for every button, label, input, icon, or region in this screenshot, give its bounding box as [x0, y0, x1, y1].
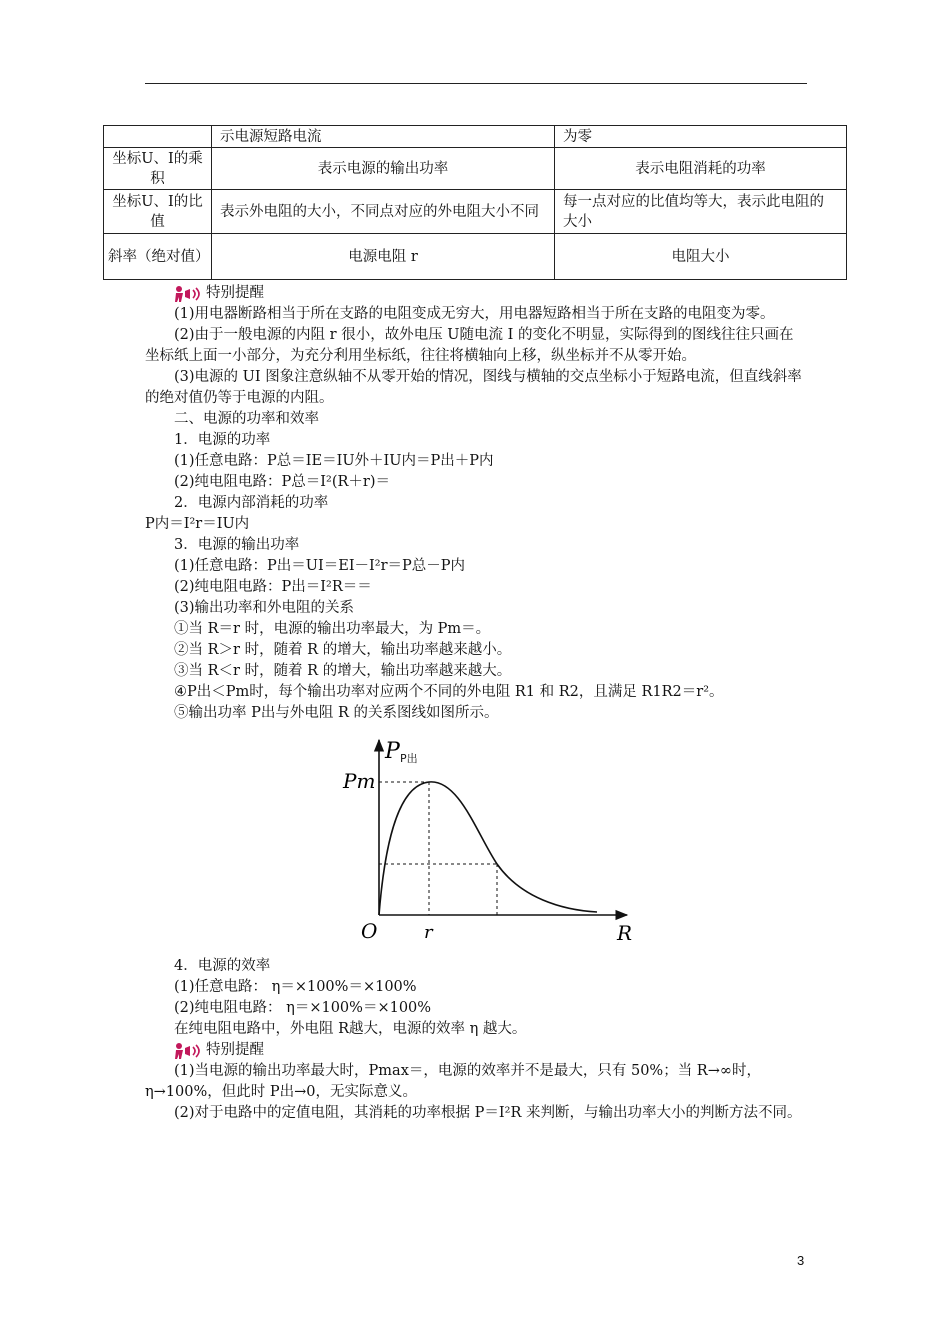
text-line: ①当 R＝r 时，电源的输出功率最大，为 Pm＝。	[174, 621, 491, 637]
subsection-title: 4．电源的效率	[174, 958, 271, 974]
table-row-label: 坐标U、I的比值	[104, 190, 212, 234]
text-line: 在纯电阻电路中，外电阻 R越大，电源的效率 η 越大。	[174, 1021, 527, 1037]
formula-line: P内＝I²r＝IU内	[145, 516, 250, 532]
note-item: (3)电源的 UI 图象注意纵轴不从零开始的情况，图线与横轴的交点坐标小于短路电流，但直线斜率的绝对值仍等于电源的内阻。	[145, 369, 802, 406]
table-row-label	[104, 126, 212, 148]
reminder-icon	[174, 1042, 204, 1060]
table-cell-power: 表示外电阻的大小，不同点对应的外电阻大小不同	[212, 190, 555, 234]
page-number: 3	[797, 1253, 805, 1268]
table-cell-power: 示电源短路电流	[212, 126, 555, 148]
formula-line: (2)纯电阻电路：P总＝I²(R＋r)＝	[174, 474, 390, 490]
table-cell-resistor: 每一点对应的比值均等大，表示此电阻的大小	[555, 190, 847, 234]
note-heading	[145, 283, 807, 304]
table-row	[104, 126, 847, 148]
table-row	[104, 190, 847, 234]
note-title: 特别提醒	[206, 285, 264, 301]
formula-line: (1)任意电路：P总＝IE＝IU外＋IU内＝P出＋P内	[174, 453, 494, 469]
text-line: ⑤输出功率 P出与外电阻 R 的关系图线如图所示。	[174, 705, 499, 721]
formula-line: (1)任意电路： η＝×100%＝×100%	[174, 979, 417, 995]
subsection-title: 1．电源的功率	[174, 432, 271, 448]
table-cell-power: 表示电源的输出功率	[212, 148, 555, 190]
text-line: ③当 R＜r 时，随着 R 的增大，输出功率越来越大。	[174, 663, 512, 679]
note-item: (1)用电器断路相当于所在支路的电阻变成无穷大，用电器短路相当于所在支路的电阻变为零。	[174, 306, 775, 322]
table-row-label: 斜率（绝对值）	[104, 234, 212, 280]
note-item: (1)当电源的输出功率最大时，Pmax＝，电源的效率并不是最大，只有 50%；当 R→∞时，η→100%，但此时 P出→0，无实际意义。	[145, 1063, 761, 1100]
note-heading	[145, 1040, 807, 1061]
table-cell-resistor: 为零	[555, 126, 847, 148]
table-cell-resistor: 表示电阻消耗的功率	[555, 148, 847, 190]
section-heading: 二、电源的功率和效率	[174, 411, 319, 427]
power-curve	[379, 782, 597, 915]
note-item: (2)对于电路中的定值电阻，其消耗的功率根据 P＝I²R 来判断，与输出功率大小的判断方法不同。	[174, 1105, 802, 1121]
header-rule	[145, 83, 807, 84]
table-row-label: 坐标U、I的乘积	[104, 148, 212, 190]
text-line: ④P出＜Pm时，每个输出功率对应两个不同的外电阻 R1 和 R2，且满足 R1R2＝r²。	[174, 684, 724, 700]
x-axis-label: R	[617, 921, 633, 945]
formula-line: (2)纯电阻电路：P出＝I²R＝＝	[174, 579, 372, 595]
note-item: (2)由于一般电源的内阻 r 很小，故外电压 U随电流 I 的变化不明显，实际得到的图线往往只画在坐标纸上面一小部分，为充分利用坐标纸，往往将横轴向上移，纵坐标并不从零开始。	[145, 327, 794, 364]
reminder-icon	[174, 285, 204, 303]
subsection-title: 2．电源内部消耗的功率	[174, 495, 329, 511]
origin-label: O	[361, 919, 378, 943]
comparison-table	[103, 125, 847, 280]
table-cell-power: 电源电阻 r	[212, 234, 555, 280]
subsection-title: 3．电源的输出功率	[174, 537, 300, 553]
text-line: (3)输出功率和外电阻的关系	[174, 600, 355, 616]
formula-line: (1)任意电路：P出＝UI＝EI－I²r＝P总－P内	[174, 558, 466, 574]
table-row	[104, 148, 847, 190]
power-resistance-graph	[337, 730, 647, 950]
table-row	[104, 234, 847, 280]
text-line: ②当 R＞r 时，随着 R 的增大，输出功率越来越小。	[174, 642, 512, 658]
y-axis-label: P	[385, 739, 400, 764]
graph-svg	[337, 730, 647, 950]
table-cell-resistor: 电阻大小	[555, 234, 847, 280]
formula-line: (2)纯电阻电路： η＝×100%＝×100%	[174, 1000, 432, 1016]
y-axis-label-sub: P出	[400, 752, 418, 765]
x-peak-label: r	[424, 922, 433, 943]
y-peak-label: Pm	[343, 769, 376, 793]
page-content	[145, 283, 807, 1124]
note-title: 特别提醒	[206, 1042, 264, 1058]
